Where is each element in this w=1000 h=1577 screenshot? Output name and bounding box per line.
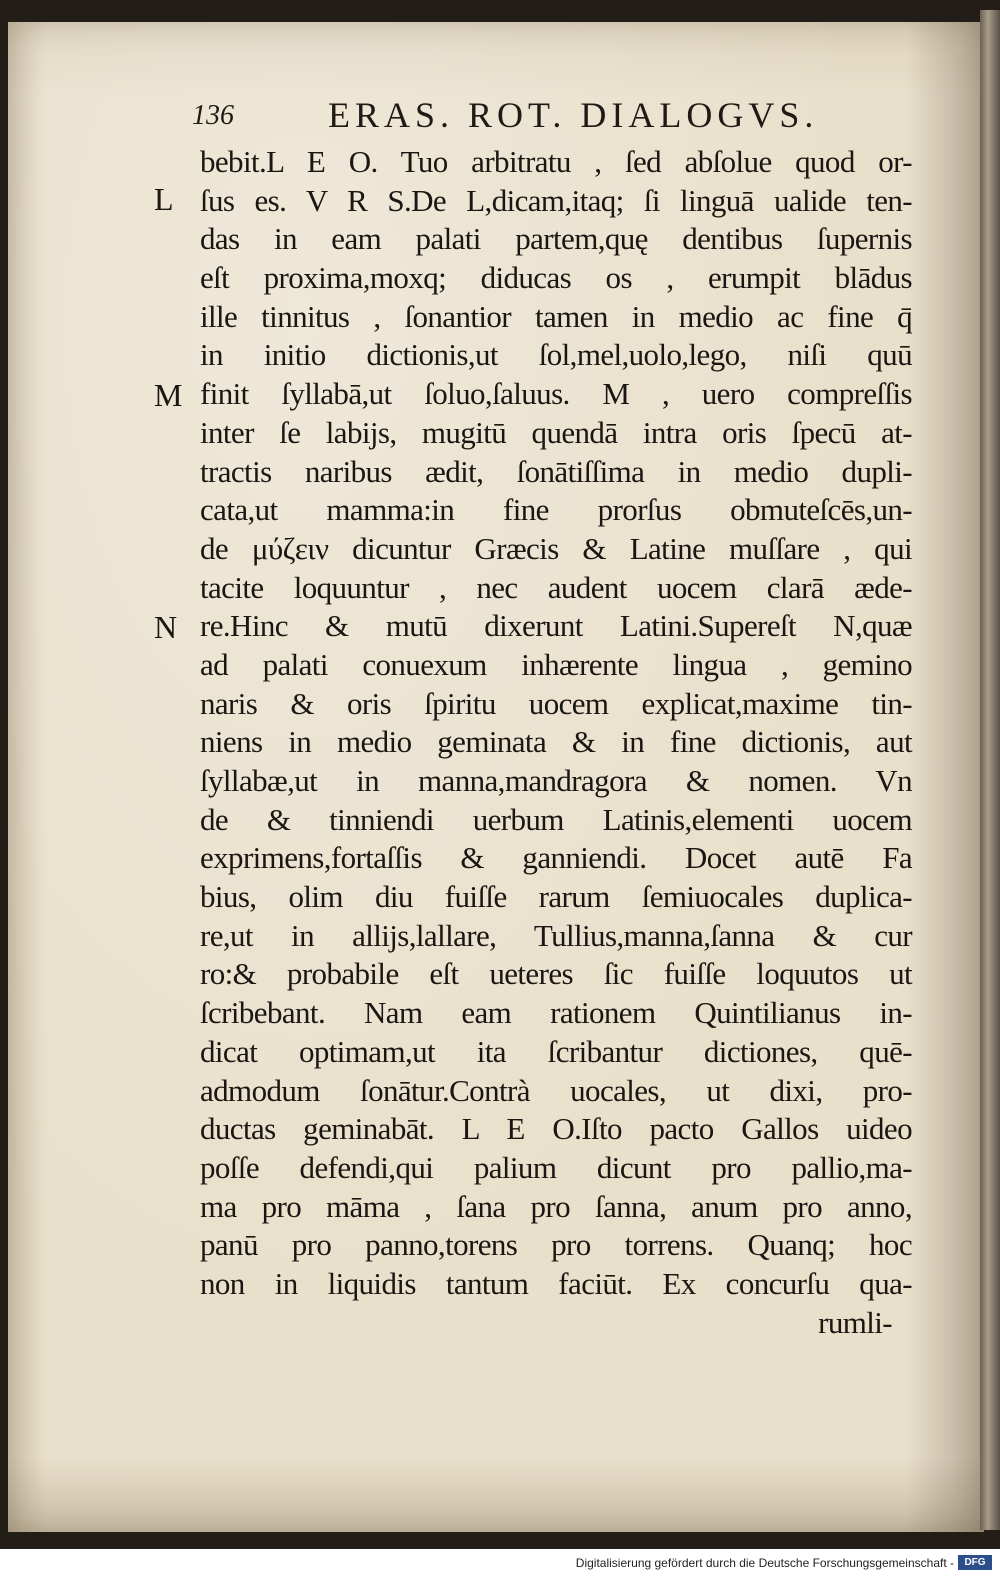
text-line: cata,ut mamma:in fine prorſus obmuteſcēs,un- (200, 492, 912, 528)
page-edge (980, 10, 1000, 1530)
text-line: de μύζειν dicuntur Græcis & Latine muſſare , qui (200, 530, 912, 566)
text-line: panū pro panno,torens pro torrens. Quanq; hoc (200, 1227, 912, 1263)
text-line: ſyllabæ,ut in manna,mandragora & nomen. Vn (200, 763, 912, 798)
text-line: tractis naribus ædit, ſonātiſſima in medio dupli- (200, 453, 912, 489)
text-line: de & tinniendi uerbum Latinis,elementi uocem (200, 801, 912, 837)
text-line: dicat optimam,ut ita ſcribantur dictiones, quē- (200, 1033, 912, 1069)
text-line: exprimens,fortaſſis & ganniendi. Docet autē Fa (200, 840, 912, 876)
margin-letter-n: N (154, 609, 178, 645)
text-line: ma pro māma , ſana pro ſanna, anum pro anno, (200, 1188, 912, 1224)
page-number: 136 (192, 100, 234, 131)
text-line: re,ut in allijs,lallare, Tullius,manna,ſanna & cur (200, 917, 912, 953)
text-line: naris & oris ſpiritu uocem explicat,maxime tin- (200, 685, 912, 721)
text-line: non in liquidis tantum faciūt. Ex concurſu qua- (200, 1265, 912, 1301)
text-line: ſus es. V R S.De L,dicam,itaq; ſi linguā ualide ten- (200, 182, 912, 218)
text-line: bebit.L E O. Tuo arbitratu , ſed abſolue quod or- (200, 144, 912, 179)
text-line: ad palati conuexum inhærente lingua , gemino (200, 646, 912, 682)
text-line: ille tinnitus , ſonantior tamen in medio ac fine q̄ (200, 298, 912, 334)
text-line: tacite loquuntur , nec audent uocem clarā æde- (200, 569, 912, 605)
text-line: niens in medio geminata & in fine dictionis, aut (200, 724, 912, 760)
funding-credit: Digitalisierung gefördert durch die Deutsche Forschungsgemeinschaft - (575, 1556, 954, 1570)
text-line: ductas geminabāt. L E O.Iſto pacto Gallos uideo (200, 1111, 912, 1147)
body-text (200, 143, 912, 1342)
text-line: admodum ſonātur.Contrà uocales, ut dixi, pro- (200, 1072, 912, 1108)
running-head: ERAS. ROT. DIALOGVS. (328, 95, 819, 135)
text-line: poſſe defendi,qui palium dicunt pro pallio,ma- (200, 1149, 912, 1185)
text-line: re.Hinc & mutū dixerunt Latini.Supereſt N,quæ (200, 608, 912, 644)
margin-letter-m: M (154, 377, 183, 413)
text-line: eſt proxima,moxq; diducas os , erumpit blādus (200, 260, 912, 296)
text-line: bius, olim diu fuiſſe rarum ſemiuocales duplica- (200, 879, 912, 915)
page-header (192, 94, 852, 138)
text-line: in initio dictionis,ut ſol,mel,uolo,lego, niſi quū (200, 337, 912, 373)
margin-letter-l: L (154, 181, 174, 217)
text-line: finit ſyllabā,ut ſoluo,ſaluus. M , uero compreſſis (200, 376, 912, 412)
text-line: ro:& probabile eſt ueteres ſic fuiſſe loquutos ut (200, 956, 912, 992)
text-line: das in eam palati partem,quę dentibus ſupernis (200, 221, 912, 257)
catchword: rumli- (818, 1304, 892, 1340)
text-line: inter ſe labijs, mugitū quendā intra oris ſpecū at- (200, 414, 912, 450)
text-line: ſcribebant. Nam eam rationem Quintilianus in- (200, 995, 912, 1031)
dfg-logo: DFG (958, 1555, 992, 1570)
